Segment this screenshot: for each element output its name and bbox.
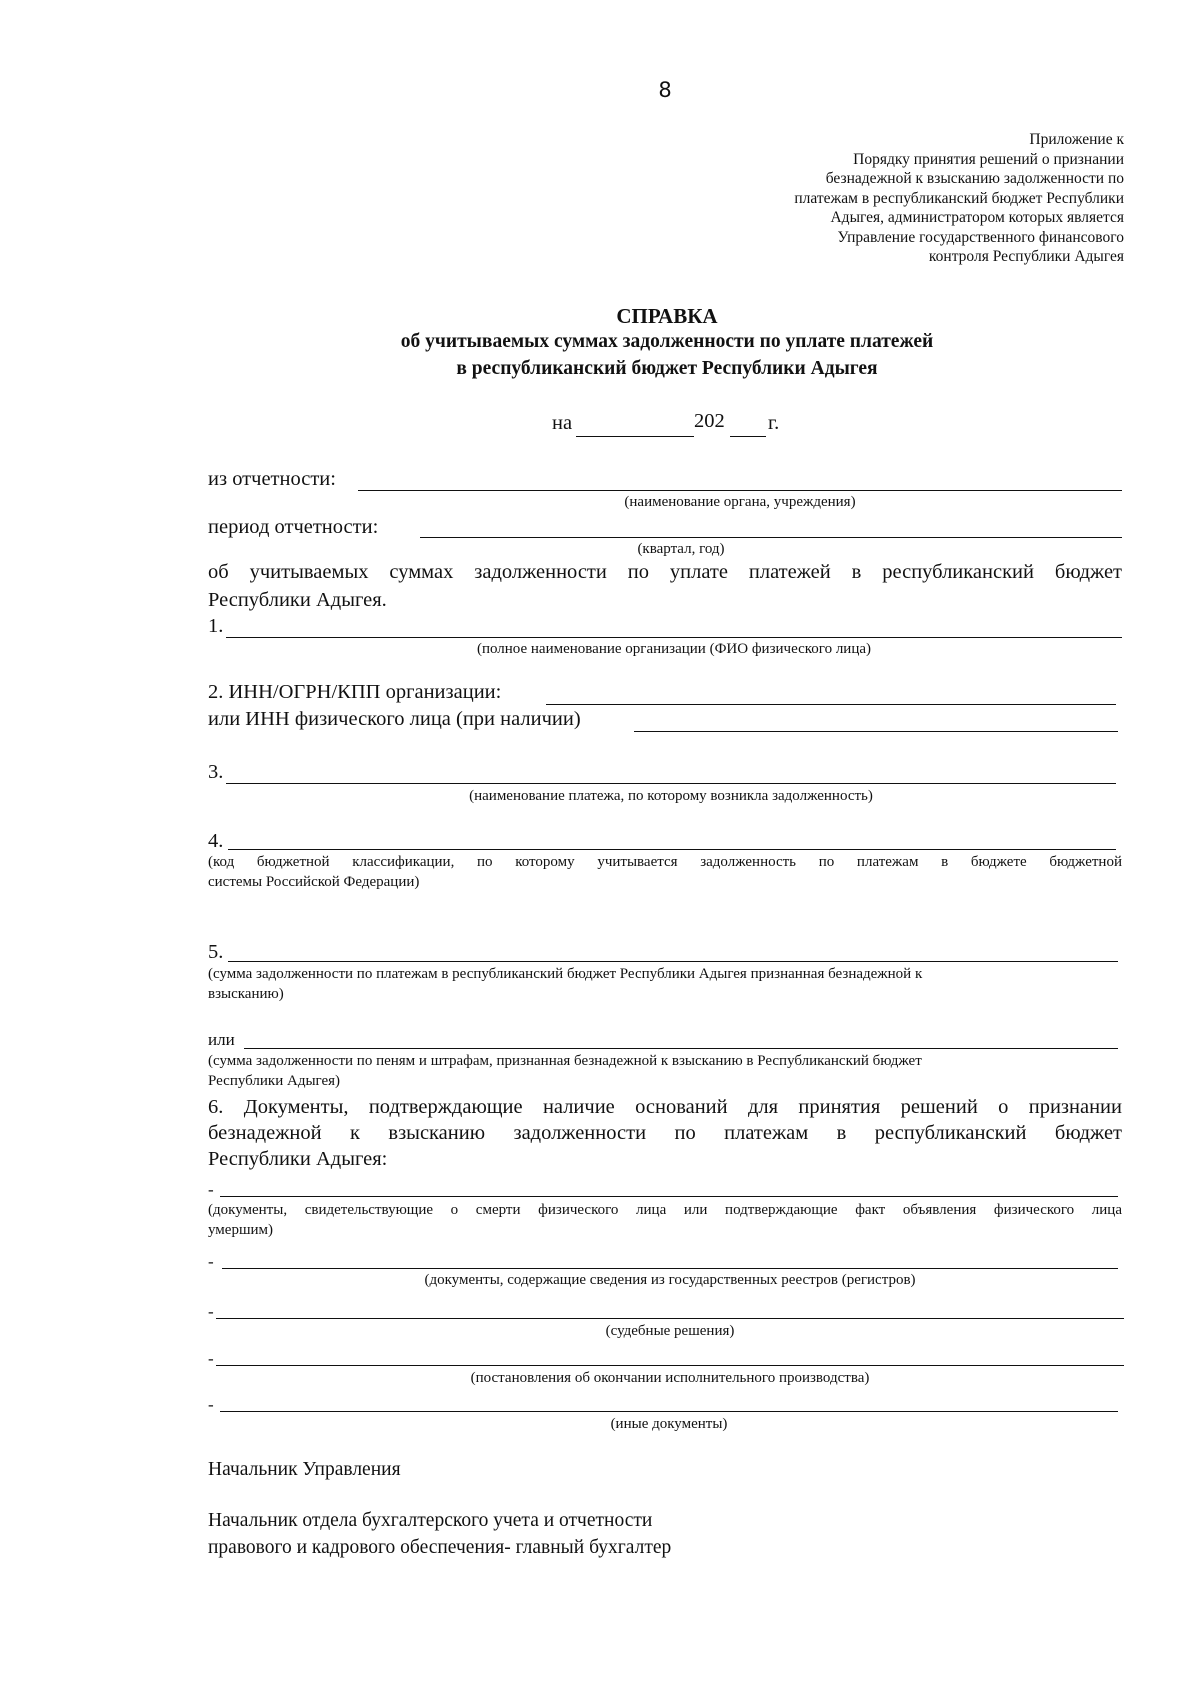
item6-line3: Республики Адыгея: [208,1148,388,1170]
item2-label-alt: или ИНН физического лица (при наличии) [208,708,581,730]
item1-blank[interactable] [226,637,1122,638]
document-title: СПРАВКА [616,304,718,328]
doc2-dash: - [208,1252,214,1271]
appendix-line: платежам в республиканский бюджет Республики [794,189,1124,207]
item5-or-caption-line1: (сумма задолженности по пеням и штрафам, признанная безнадежной к взысканию в Республиканский бюджет [208,1053,922,1069]
doc3-caption: (судебные решения) [605,1323,735,1339]
item5-number: 5. [208,941,224,963]
item5-or-label: или [208,1030,235,1049]
doc2-caption: (документы, содержащие сведения из государственных реестров (регистров) [424,1272,916,1288]
item2-label: 2. ИНН/ОГРН/КПП организации: [208,681,502,703]
reporting-from-label: из отчетности: [208,468,336,490]
period-caption: (квартал, год) [637,541,725,557]
item6-line2: безнадежной к взысканию задолженности по платежам в республиканский бюджет [208,1122,1122,1144]
item5-blank[interactable] [228,961,1118,962]
doc2-blank[interactable] [222,1268,1118,1269]
item6-line1: 6. Документы, подтверждающие наличие оснований для принятия решений о признании [208,1096,1122,1118]
reporting-from-blank[interactable] [358,490,1122,491]
appendix-line: контроля Республики Адыгея [928,248,1124,265]
doc1-blank[interactable] [220,1196,1118,1197]
item4-number: 4. [208,830,224,852]
document-subtitle-line1: об учитываемых суммах задолженности по уплате платежей [400,331,934,352]
item2-alt-blank[interactable] [634,731,1118,732]
appendix-line: Управление государственного финансового [837,228,1124,246]
doc5-caption: (иные документы) [610,1416,728,1432]
appendix-header [704,130,1124,267]
period-label: период отчетности: [208,516,379,538]
item5-caption-line2: взысканию) [208,986,284,1002]
year-blank[interactable] [730,436,766,437]
item5-or-caption-line2: Республики Адыгея) [208,1073,341,1089]
item1-number: 1. [208,615,224,637]
appendix-line: безнадежной к взысканию задолженности по [825,170,1124,187]
signature-chief-line2: правового и кадрового обеспечения- главный бухгалтер [208,1537,672,1558]
doc5-dash: - [208,1395,214,1414]
page-number: 8 [658,78,672,102]
item3-blank[interactable] [226,783,1116,784]
item5-caption-line1: (сумма задолженности по платежам в республиканский бюджет Республики Адыгея признанная безнадежной к [208,966,923,982]
intro-line1: об учитываемых суммах задолженности по уплате платежей в республиканский бюджет [208,561,1122,583]
appendix-line: Приложение к [1029,131,1124,148]
doc3-blank[interactable] [216,1318,1124,1319]
period-blank[interactable] [420,537,1122,538]
appendix-line: Порядку принятия решений о признании [853,150,1124,168]
doc4-dash: - [208,1349,214,1368]
doc3-dash: - [208,1302,214,1321]
doc1-caption-line1: (документы, свидетельствующие о смерти физического лица или подтверждающие факт объявления физического лица [208,1202,1122,1218]
doc4-blank[interactable] [216,1365,1124,1366]
item2-blank[interactable] [546,704,1116,705]
doc1-dash: - [208,1180,214,1199]
item3-caption: (наименование платежа, по которому возникла задолженность) [469,788,873,804]
item5-or-blank[interactable] [244,1048,1118,1049]
signature-chief-line1: Начальник отдела бухгалтерского учета и отчетности [208,1510,653,1531]
item4-caption-line2: системы Российской Федерации) [208,874,420,890]
date-blank[interactable] [576,436,694,437]
item4-blank[interactable] [228,849,1116,850]
date-suffix: г. [768,412,780,434]
item1-caption: (полное наименование организации (ФИО физического лица) [476,641,872,657]
item4-caption-line1: (код бюджетной классификации, по которому учитывается задолженность по платежам в бюджете бюджетной [208,854,1122,870]
document-subtitle-line2: в республиканский бюджет Республики Адыгея [456,358,878,379]
appendix-line: Адыгея, администратором которых является [830,209,1124,226]
item3-number: 3. [208,761,224,783]
signature-head: Начальник Управления [208,1459,401,1480]
doc5-blank[interactable] [220,1411,1118,1412]
intro-line2: Республики Адыгея. [208,589,387,611]
reporting-from-caption: (наименование органа, учреждения) [624,494,856,510]
date-prefix: на [552,412,573,434]
doc4-caption: (постановления об окончании исполнительного производства) [470,1370,870,1386]
doc1-caption-line2: умершим) [208,1222,274,1238]
date-year: 202 [694,410,725,432]
